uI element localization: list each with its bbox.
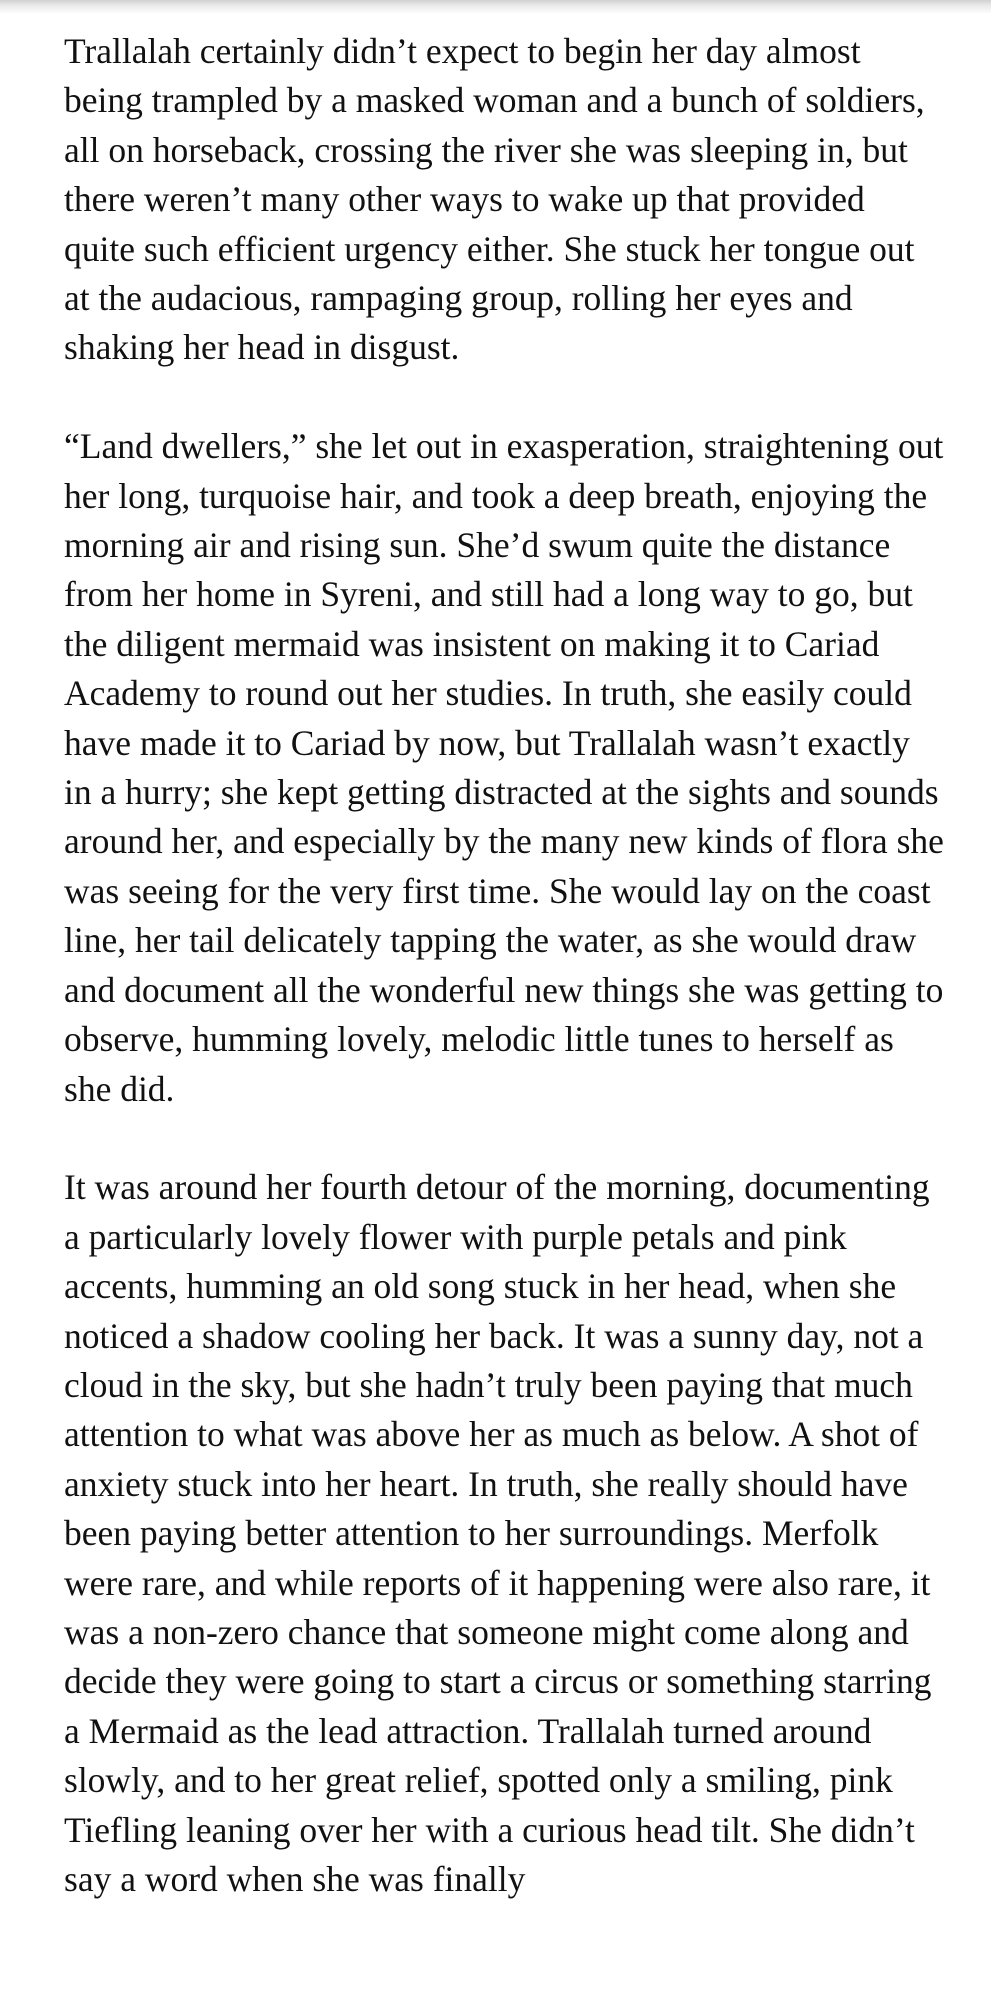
top-edge-shadow bbox=[0, 0, 991, 14]
paragraph-1: Trallalah certainly didn’t expect to begin her day almost being trampled by a masked woman and a bunch of soldiers, all on horseback, crossing the river she was sleeping in, but there weren’t many other ways to wake up that provided quite such efficient urgency either. She stuck her tongue out at the audacious, rampaging group, rolling her eyes and shaking her head in disgust. bbox=[64, 31, 925, 368]
paragraph-3: It was around her fourth detour of the morning, documenting a particularly lovely flower with purple petals and pink accents, humming an old song stuck in her head, when she noticed a shadow cooling her back. It was a sunny day, not a cloud in the sky, but she hadn’t truly been paying that much attention to what was above her as much as below. A shot of anxiety stuck into her heart. In truth, she really should have been paying better attention to her surroundings. Merfolk were rare, and while reports of it happening were also rare, it was a non-zero chance that someone might come along and decide they were going to start a circus or something starring a Mermaid as the lead attraction. Trallalah turned around slowly, and to her great relief, spotted only a smiling, pink Tiefling leaning over her with a curious head tilt. She didn’t say a word when she was finally bbox=[64, 1167, 932, 1899]
paragraph-2: “Land dwellers,” she let out in exasperation, straightening out her long, turquoise hair, and took a deep breath, enjoying the morning air and rising sun. She’d swum quite the distance from her home in Syreni, and still had a long way to go, but the diligent mermaid was insistent on making it to Cariad Academy to round out her studies. In truth, she easily could have made it to Cariad by now, but Trallalah wasn’t exactly in a hurry; she kept getting distracted at the sights and sounds around her, and especially by the many new kinds of flora she was seeing for the very first time. She would lay on the coast line, her tail delicately tapping the water, as she would draw and document all the wonderful new things she was getting to observe, humming lovely, melodic little tunes to herself as she did. bbox=[64, 426, 944, 1109]
story-text bbox=[64, 27, 944, 1954]
